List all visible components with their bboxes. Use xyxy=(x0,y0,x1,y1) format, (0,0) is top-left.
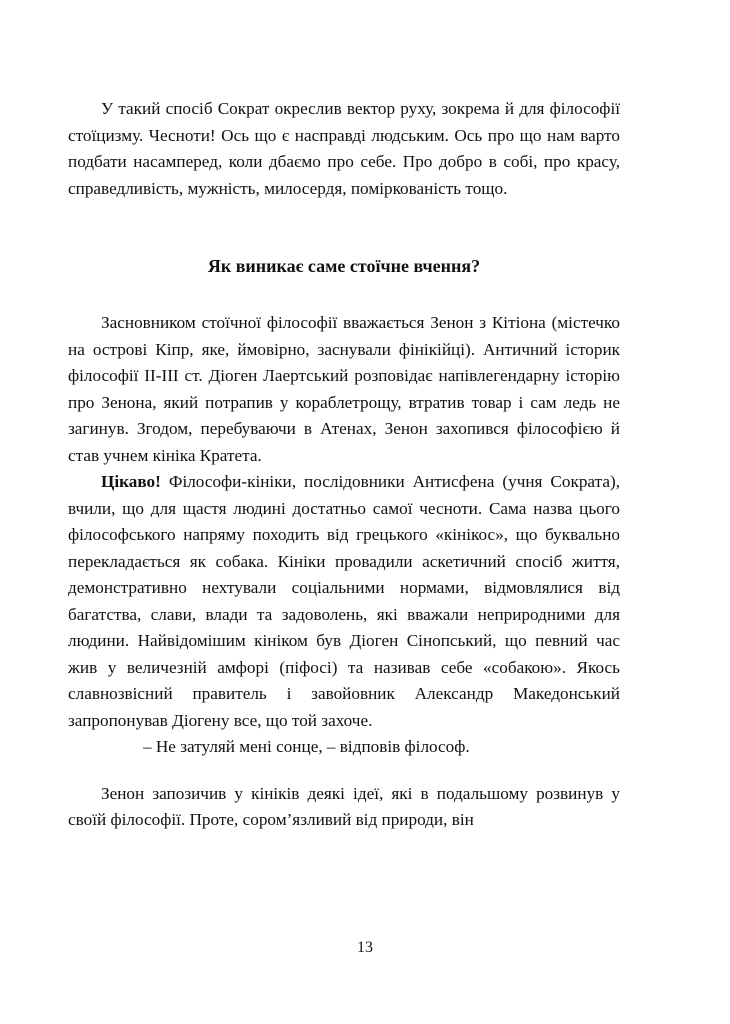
page-body xyxy=(68,96,620,834)
diogenes-quote: – Не затуляй мені сонце, – відповів філософ. xyxy=(143,737,470,756)
page-number: 13 xyxy=(357,939,373,956)
paragraph-lead-label: Цікаво! xyxy=(101,472,161,491)
paragraph-zeno-founder: Засновником стоїчної філософії вважається Зенон з Кітіона (містечко на острові Кіпр, яке, ймовірно, заснували фінікійці). Античний історик філософії ІІ-ІІІ ст. Діоген Лаертський розповідає напівлегендарну історію про Зенона, який потрапив у кораблетрощу, втратив товар і сам ледь не загинув. Згодом, перебуваючи в Атенах, Зенон захопився філософією й став учнем кініка Кратета. xyxy=(68,313,620,465)
paragraph-socrates-virtue: У такий спосіб Сократ окреслив вектор руху, зокрема й для філософії стоїцизму. Чесноти! Ось що є насправді людським. Ось про що нам варто подбати насамперед, коли дбаємо про себе. Про добро в собі, про красу, справедливість, мужність, милосердя, поміркованість тощо. xyxy=(68,99,620,198)
section-heading: Як виникає саме стоїчне вчення? xyxy=(207,256,481,276)
paragraph-cynics-text: Філософи-кініки, послідовники Антисфена (учня Сократа), вчили, що для щастя людині достатньо самої чесноти. Сама назва цього філософського напряму походить від грецького «кінікос», що буквально перекладається як собака. Кініки провадили аскетичний спосіб життя, демонстративно нехтували соціальними нормами, відмовлялися від багатства, слави, влади та задоволень, які вважали неприродними для людини. Найвідомішим кініком був Діоген Сінопський, що певний час жив у величезній амфорі (піфосі) та називав себе «собакою». Якось славнозвісний правитель і завойовник Александр Македонський запропонував Діогену все, що той захоче. xyxy=(68,472,620,730)
paragraph-zeno-borrowed: Зенон запозичив у кініків деякі ідеї, які в подальшому розвинув у своїй філософії. Проте, сором’язливий від природи, він xyxy=(68,783,620,829)
paragraph-cynics xyxy=(68,469,620,734)
